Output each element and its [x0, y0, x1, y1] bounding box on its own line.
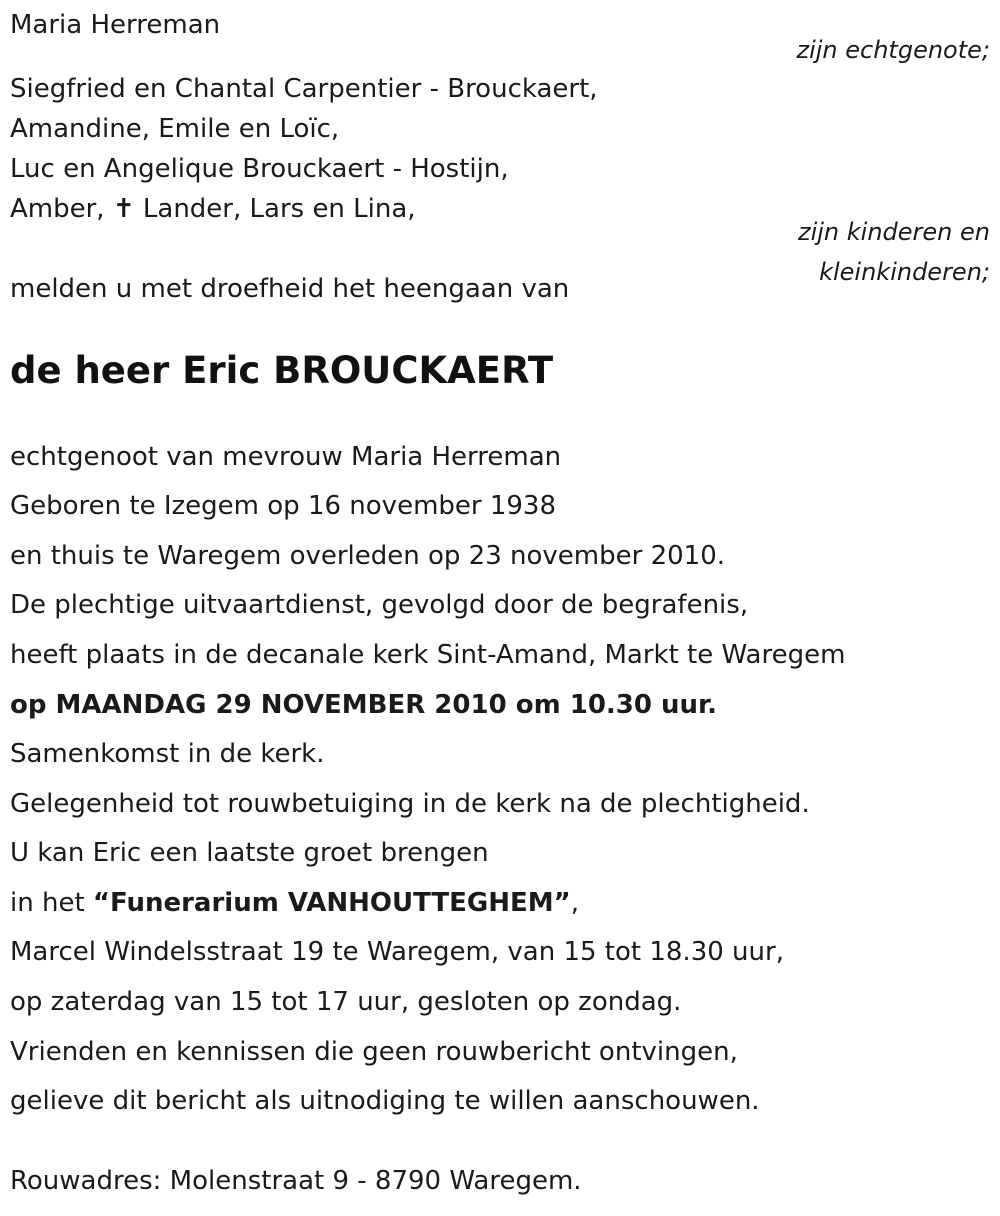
grandchildren-line: [10, 192, 416, 226]
deceased-name: de heer Eric BROUCKAERT: [10, 349, 554, 392]
service-date: op MAANDAG 29 NOVEMBER 2010 om 10.30 uur.: [10, 690, 718, 720]
visit-prefix: in het: [10, 888, 93, 918]
invite-line-1: Vrienden en kennissen die geen rouwbericht ontvingen,: [10, 1037, 738, 1067]
saturday-hours: op zaterdag van 15 tot 17 uur, gesloten op zondag.: [10, 987, 682, 1017]
mourning-address: Rouwadres: Molenstraat 9 - 8790 Waregem.: [10, 1166, 582, 1196]
spouse-role: zijn echtgenote;: [796, 36, 990, 64]
birth-info: Geboren te Izegem op 16 november 1938: [10, 491, 557, 521]
cross-icon: ✝: [112, 194, 135, 224]
gathering: Samenkomst in de kerk.: [10, 739, 325, 769]
service-line-1: De plechtige uitvaartdienst, gevolgd door de begrafenis,: [10, 590, 749, 620]
address-hours: Marcel Windelsstraat 19 te Waregem, van 15 tot 18.30 uur,: [10, 937, 784, 967]
service-line-2: heeft plaats in de decanale kerk Sint-Amand, Markt te Waregem: [10, 640, 846, 670]
spouse-of: echtgenoot van mevrouw Maria Herreman: [10, 442, 562, 472]
grandchildren-prefix: Amber,: [10, 194, 105, 224]
invite-line-2: gelieve dit bericht als uitnodiging te willen aanschouwen.: [10, 1086, 760, 1116]
spouse-name: Maria Herreman: [10, 10, 221, 40]
visit-line-2: [10, 886, 579, 920]
visit-line-1: U kan Eric een laatste groet brengen: [10, 838, 489, 868]
children-role-line-2: kleinkinderen;: [819, 258, 990, 286]
funeral-home-name: “Funerarium VANHOUTTEGHEM”: [92, 888, 571, 918]
announcement: melden u met droefheid het heengaan van: [10, 274, 570, 304]
condolences: Gelegenheid tot rouwbetuiging in de kerk na de plechtigheid.: [10, 789, 810, 819]
children-role-line-1: zijn kinderen en: [798, 218, 990, 246]
death-info: en thuis te Waregem overleden op 23 november 2010.: [10, 541, 726, 571]
children-line-1: Siegfried en Chantal Carpentier - Brouckaert,: [10, 74, 598, 104]
children-line-3: Luc en Angelique Brouckaert - Hostijn,: [10, 154, 509, 184]
children-line-2: Amandine, Emile en Loïc,: [10, 114, 340, 144]
grandchildren-suffix: Lander, Lars en Lina,: [142, 194, 416, 224]
visit-suffix: ,: [570, 888, 579, 918]
